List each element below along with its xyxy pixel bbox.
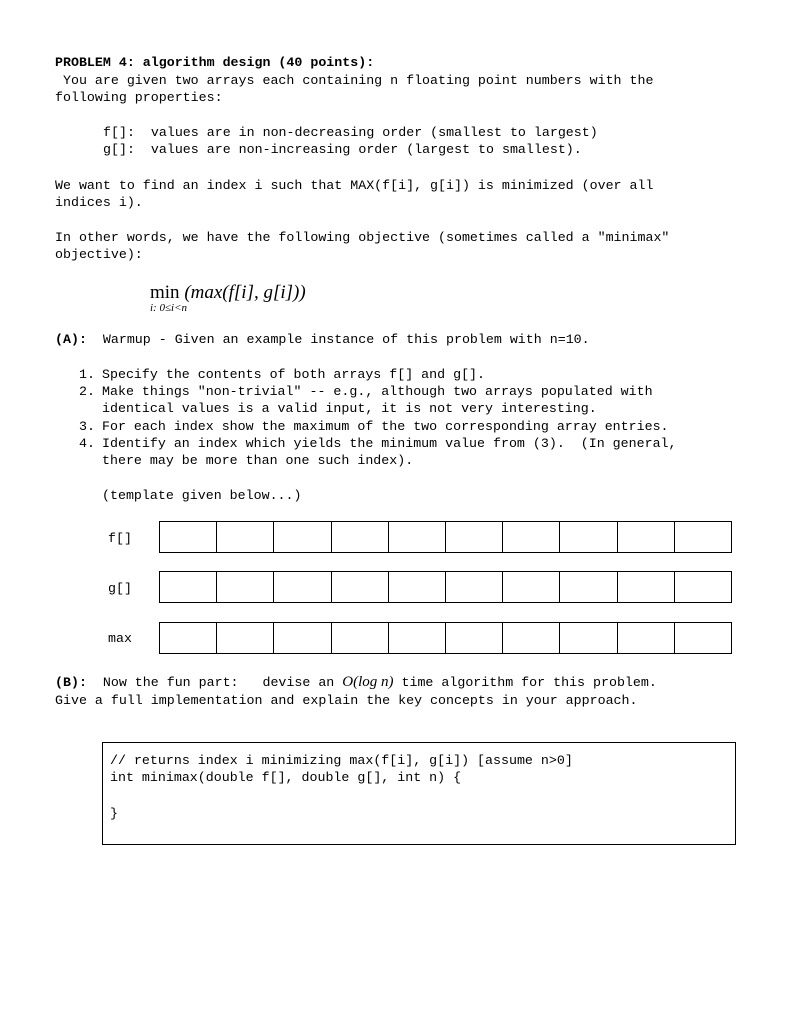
f-cell[interactable] xyxy=(217,522,274,552)
g-property: g[]: values are non-increasing order (largest to smallest). xyxy=(103,142,582,157)
formula-subscript: i: 0≤i<n xyxy=(150,302,187,314)
code-signature-line: int minimax(double f[], double g[], int n) { xyxy=(110,770,462,785)
item-1-line-1: Specify the contents of both arrays f[] and g[]. xyxy=(102,367,486,382)
f-property: f[]: values are in non-decreasing order (smallest to largest) xyxy=(103,125,598,140)
max-cell[interactable] xyxy=(446,623,503,653)
max-cell[interactable] xyxy=(560,623,617,653)
max-cell[interactable] xyxy=(274,623,331,653)
item-3-line-1: For each index show the maximum of the two corresponding array entries. xyxy=(102,419,669,434)
words-line-2: objective): xyxy=(55,247,143,262)
g-cell[interactable] xyxy=(618,572,675,602)
f-array-grid xyxy=(159,521,732,553)
g-cell[interactable] xyxy=(332,572,389,602)
formula-expression: (max(f[i], g[i])) xyxy=(184,282,306,303)
g-cell[interactable] xyxy=(217,572,274,602)
big-o-notation: O(log n) xyxy=(342,674,394,690)
g-cell[interactable] xyxy=(675,572,731,602)
g-cell[interactable] xyxy=(274,572,331,602)
max-cell[interactable] xyxy=(503,623,560,653)
g-cell[interactable] xyxy=(389,572,446,602)
want-line-2: indices i). xyxy=(55,195,143,210)
f-cell[interactable] xyxy=(560,522,617,552)
max-array-grid xyxy=(159,622,732,654)
part-a-label: (A): xyxy=(55,332,87,347)
max-cell[interactable] xyxy=(389,623,446,653)
item-1-num: 1. xyxy=(79,367,95,382)
f-cell[interactable] xyxy=(446,522,503,552)
g-cell[interactable] xyxy=(560,572,617,602)
item-4-num: 4. xyxy=(79,436,95,451)
problem-heading: PROBLEM 4: algorithm design (40 points): xyxy=(55,55,375,70)
item-3-num: 3. xyxy=(79,419,95,434)
want-line-1: We want to find an index i such that MAX(f[i], g[i]) is minimized (over all xyxy=(55,178,654,193)
f-cell[interactable] xyxy=(274,522,331,552)
part-b-text-after: time algorithm for this problem. xyxy=(393,675,657,690)
part-b-text-before: Now the fun part: devise an xyxy=(86,675,343,690)
f-cell[interactable] xyxy=(675,522,731,552)
max-cell[interactable] xyxy=(332,623,389,653)
max-cell[interactable] xyxy=(618,623,675,653)
template-note: (template given below...) xyxy=(102,488,302,503)
item-2-line-2: identical values is a valid input, it is not very interesting. xyxy=(102,401,597,416)
code-closing-brace: } xyxy=(110,806,118,821)
max-cell[interactable] xyxy=(217,623,274,653)
item-2-line-1: Make things "non-trivial" -- e.g., although two arrays populated with xyxy=(102,384,653,399)
part-a-line xyxy=(55,331,590,349)
code-comment-line: // returns index i minimizing max(f[i], g[i]) [assume n>0] xyxy=(110,753,573,768)
formula-min: min xyxy=(150,282,180,303)
part-b-line xyxy=(55,674,657,692)
words-line-1: In other words, we have the following objective (sometimes called a "minimax" xyxy=(55,230,670,245)
g-array-grid xyxy=(159,571,732,603)
f-cell[interactable] xyxy=(160,522,217,552)
item-4-line-1: Identify an index which yields the minimum value from (3). (In general, xyxy=(102,436,677,451)
minimax-formula xyxy=(150,282,306,304)
g-cell[interactable] xyxy=(446,572,503,602)
g-cell[interactable] xyxy=(503,572,560,602)
intro-line-2: following properties: xyxy=(55,90,223,105)
part-b-line-2: Give a full implementation and explain the key concepts in your approach. xyxy=(55,693,638,708)
f-cell[interactable] xyxy=(332,522,389,552)
f-cell[interactable] xyxy=(389,522,446,552)
part-a-text: Warmup - Given an example instance of this problem with n=10. xyxy=(86,332,590,347)
max-cell[interactable] xyxy=(675,623,731,653)
f-cell[interactable] xyxy=(618,522,675,552)
f-cell[interactable] xyxy=(503,522,560,552)
row-label-max: max xyxy=(108,631,132,646)
max-cell[interactable] xyxy=(160,623,217,653)
item-2-num: 2. xyxy=(79,384,95,399)
g-cell[interactable] xyxy=(160,572,217,602)
intro-line-1: You are given two arrays each containing n floating point numbers with the xyxy=(55,73,654,88)
part-b-label: (B): xyxy=(55,675,87,690)
row-label-g: g[] xyxy=(108,581,132,596)
row-label-f: f[] xyxy=(108,531,132,546)
item-4-line-2: there may be more than one such index). xyxy=(102,453,414,468)
